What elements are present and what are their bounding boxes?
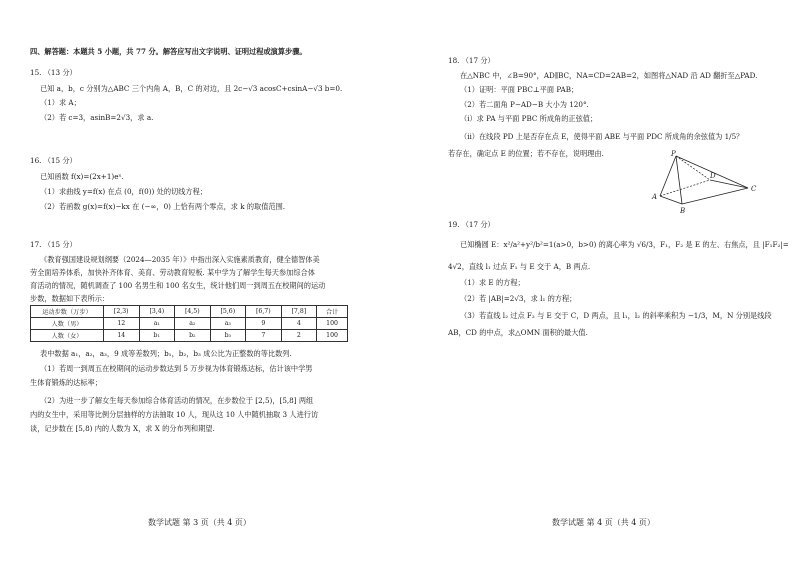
- q17-part1-line: （1）若周一到周五在校期间的运动步数达到 5 万步视为体育锻炼达标，估计该中学男: [40, 364, 313, 373]
- section-title: 四、解答题：本题共 5 小题，共 77 分。解答应写出文字说明、证明过程或演算步骤。: [30, 47, 307, 56]
- q17-part2-line: 谈，记步数在 [5,8) 内的人数为 X，求 X 的分布列和期望.: [30, 424, 215, 433]
- table-cell: a₁: [139, 318, 175, 330]
- table-header-cell: [4,5): [175, 306, 211, 318]
- q18-sub2-cont: 若存在，确定点 E 的位置；若不存在，说明理由.: [448, 149, 604, 158]
- exam-page-4: [400, 0, 800, 566]
- q17-stem-line: 劳全面培养体系，加快补齐体育、美育、劳动教育短板. 某中学为了解学生每天参加综合体: [30, 268, 315, 277]
- table-cell: b₁: [139, 330, 175, 342]
- table-cell: 人数（女）: [31, 330, 104, 342]
- q19-stem-cont: 4√2，直线 l₁ 过点 F₁ 与 E 交于 A，B 两点.: [448, 262, 591, 271]
- q17-part1-line: 生体育锻炼的达标率；: [30, 378, 102, 387]
- q17-part2-line: （2）为进一步了解女生每天参加综合体育活动的情况，在步数位于 [2,5)，[5,8] 两组: [40, 396, 314, 405]
- table-cell: b₂: [175, 330, 211, 342]
- vertex-label-p: P: [671, 150, 676, 158]
- table-header-cell: [5,6): [210, 306, 246, 318]
- q16-part2: （2）若函数 g(x)=f(x)−kx 在 (−∞，0) 上恰有两个零点，求 k 的取值范围.: [40, 202, 286, 211]
- edge-bc: [682, 188, 748, 204]
- q17-header: 17. （15 分）: [30, 240, 77, 249]
- table-header-cell: 运动步数（万步）: [31, 306, 104, 318]
- edge-cd: [710, 180, 748, 188]
- edge-pb: [676, 156, 682, 204]
- pyramid-figure: [640, 150, 765, 220]
- table-row: [31, 318, 348, 330]
- q19-part2: （2）若 |AB|=2√3，求 l₁ 的方程；: [460, 294, 577, 303]
- q15-part1: （1）求 A；: [40, 98, 81, 107]
- q19-header: 19. （17 分）: [448, 220, 495, 229]
- table-cell: 人数（男）: [31, 318, 104, 330]
- table-cell: 2: [281, 330, 317, 342]
- table-cell: 100: [317, 318, 348, 330]
- table-cell: 4: [281, 318, 317, 330]
- q17-part2-line: 内的女生中，采用等比例分层抽样的方法抽取 10 人，现从这 10 人中随机抽取 3 人进行访: [30, 410, 319, 419]
- q17-stem-line: 育活动的情况，随机调查了 100 名男生和 100 名女生，统计他们周一到周五在校期间的运动: [30, 281, 326, 290]
- table-cell: 100: [317, 330, 348, 342]
- table-cell: 7: [246, 330, 282, 342]
- page-footer: 数学试题 第 3 页（共 4 页）: [148, 518, 251, 527]
- table-header-cell: [6,7): [246, 306, 282, 318]
- table-cell: a₂: [175, 318, 211, 330]
- page-footer: 数学试题 第 4 页（共 4 页）: [552, 518, 655, 527]
- q18-part1: （1）证明：平面 PBC⊥平面 PAB；: [460, 85, 579, 94]
- q18-sub1: （ⅰ）求 PA 与平面 PBC 所成角的正弦值；: [460, 114, 598, 123]
- table-cell: 9: [246, 318, 282, 330]
- q19-stem: 已知椭圆 E：x²/a²+y²/b²=1(a>0，b>0) 的离心率为 √6/3，F₁，F₂ 是 E 的左、右焦点，且 |F₁F₂|=: [460, 240, 789, 249]
- table-cell: 12: [104, 318, 140, 330]
- q17-stem-line: 《教育强国建设规划纲要（2024—2035 年）》中指出深入实施素质教育，健全德智体美: [40, 255, 320, 264]
- steps-table: [30, 305, 348, 342]
- q17-after-table: 表中数据 a₁，a₂，a₃，9 成等差数列；b₁，b₂，b₃ 成公比为正整数的等比数列.: [40, 349, 292, 358]
- table-header-row: [31, 306, 348, 318]
- table-cell: a₃: [210, 318, 246, 330]
- q15-stem: 已知 a，b，c 分别为△ABC 三个内角 A，B，C 的对边，且 2c−√3 acosC+csinA−√3 b=0.: [40, 84, 343, 93]
- q19-part1: （1）求 E 的方程；: [460, 278, 525, 287]
- q17-stem-line: 步数，数据如下表所示：: [30, 294, 110, 303]
- q19-part3: （3）若直线 l₂ 过点 F₂ 与 E 交于 C，D 两点，且 l₁，l₂ 的斜率乘积为 −1/3，M，N 分别是线段: [460, 311, 772, 320]
- edge-pd-hidden: [676, 156, 710, 180]
- edge-ab: [660, 196, 682, 204]
- table-row: [31, 330, 348, 342]
- table-header-cell: 合计: [317, 306, 348, 318]
- vertex-label-a: A: [652, 193, 658, 201]
- edge-ad-hidden: [660, 180, 710, 196]
- edge-pa: [660, 156, 676, 196]
- q15-header: 15. （13 分）: [30, 68, 77, 77]
- table-header-cell: [3,4): [139, 306, 175, 318]
- q16-part1: （1）求曲线 y=f(x) 在点 (0，f(0)) 处的切线方程；: [40, 187, 207, 196]
- vertex-label-c: C: [751, 185, 757, 193]
- vertex-label-d: D: [710, 172, 716, 180]
- q19-part3-cont: AB，CD 的中点，求△OMN 面积的最大值.: [448, 328, 588, 337]
- vertex-label-b: B: [680, 207, 686, 215]
- q15-part2: （2）若 c=3，asinB=2√3，求 a.: [40, 113, 154, 122]
- q18-stem: 在△NBC 中，∠B=90°，AD∥BC，NA=CD=2AB=2，如图将△NAD 沿 AD 翻折至△PAD.: [460, 71, 758, 80]
- q16-header: 16. （15 分）: [30, 156, 77, 165]
- table-cell: b₃: [210, 330, 246, 342]
- q18-part2: （2）若二面角 P−AD−B 大小为 120°.: [460, 100, 589, 109]
- table-header-cell: [7,8]: [281, 306, 317, 318]
- q18-header: 18. （17 分）: [448, 56, 495, 65]
- q18-sub2: （ⅱ）在线段 PD 上是否存在点 E，使得平面 ABE 与平面 PDC 所成角的余弦值为 1/5？: [460, 132, 744, 141]
- q16-stem: 已知函数 f(x)=(2x+1)eˣ.: [40, 172, 124, 181]
- table-header-cell: [2,3): [104, 306, 140, 318]
- table-cell: 14: [104, 330, 140, 342]
